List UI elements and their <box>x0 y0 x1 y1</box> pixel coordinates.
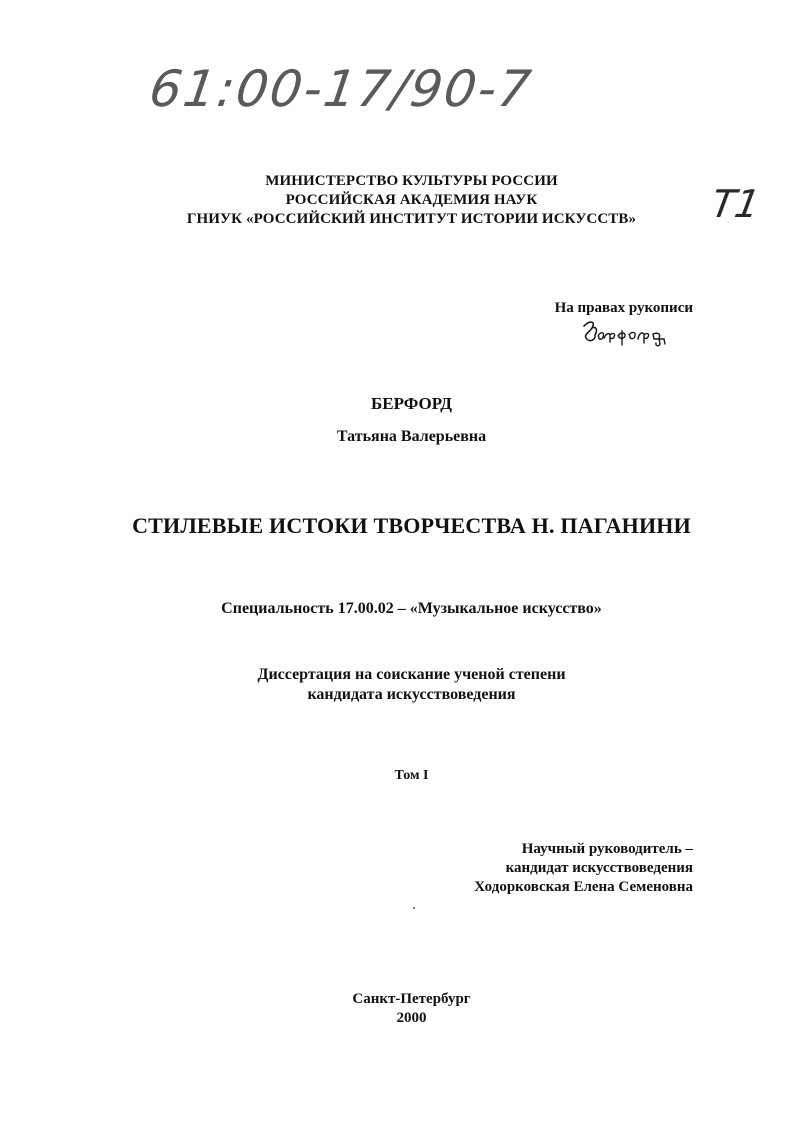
author-signature <box>580 318 672 353</box>
degree-line-2: кандидата искусствоведения <box>307 686 516 703</box>
manuscript-rights-label: На правах рукописи <box>554 300 693 316</box>
signature-icon <box>580 318 672 348</box>
supervisor-block <box>474 840 693 897</box>
handwritten-catalog-number: 61:00-17/90-7 <box>145 60 537 118</box>
supervisor-name: Ходорковская Елена Семеновна <box>474 879 693 895</box>
degree-line-1: Диссертация на соискание ученой степени <box>257 666 566 683</box>
author-surname: БЕРФОРД <box>371 394 452 413</box>
year: 2000 <box>396 1010 427 1026</box>
academy-line: РОССИЙСКАЯ АКАДЕМИЯ НАУК <box>285 192 538 208</box>
supervisor-degree: кандидат искусствоведения <box>505 860 693 876</box>
institution-header <box>0 172 793 229</box>
supervisor-role: Научный руководитель – <box>521 841 693 857</box>
volume-label: Том I <box>394 768 429 783</box>
dissertation-title: СТИЛЕВЫЕ ИСТОКИ ТВОРЧЕСТВА Н. ПАГАНИНИ <box>132 513 691 538</box>
ministry-line: МИНИСТЕРСТВО КУЛЬТУРЫ РОССИИ <box>265 173 558 189</box>
handwritten-volume-mark: T1 <box>708 182 764 226</box>
scan-speck <box>413 907 415 909</box>
city: Санкт-Петербург <box>352 991 471 1007</box>
institute-line: ГНИУК «РОССИЙСКИЙ ИНСТИТУТ ИСТОРИИ ИСКУССТВ» <box>186 211 637 227</box>
speciality-line: Специальность 17.00.02 – «Музыкальное искусство» <box>221 600 602 617</box>
author-given-name: Татьяна Валерьевна <box>336 428 487 445</box>
place-and-year <box>0 990 793 1028</box>
degree-statement <box>0 665 793 705</box>
